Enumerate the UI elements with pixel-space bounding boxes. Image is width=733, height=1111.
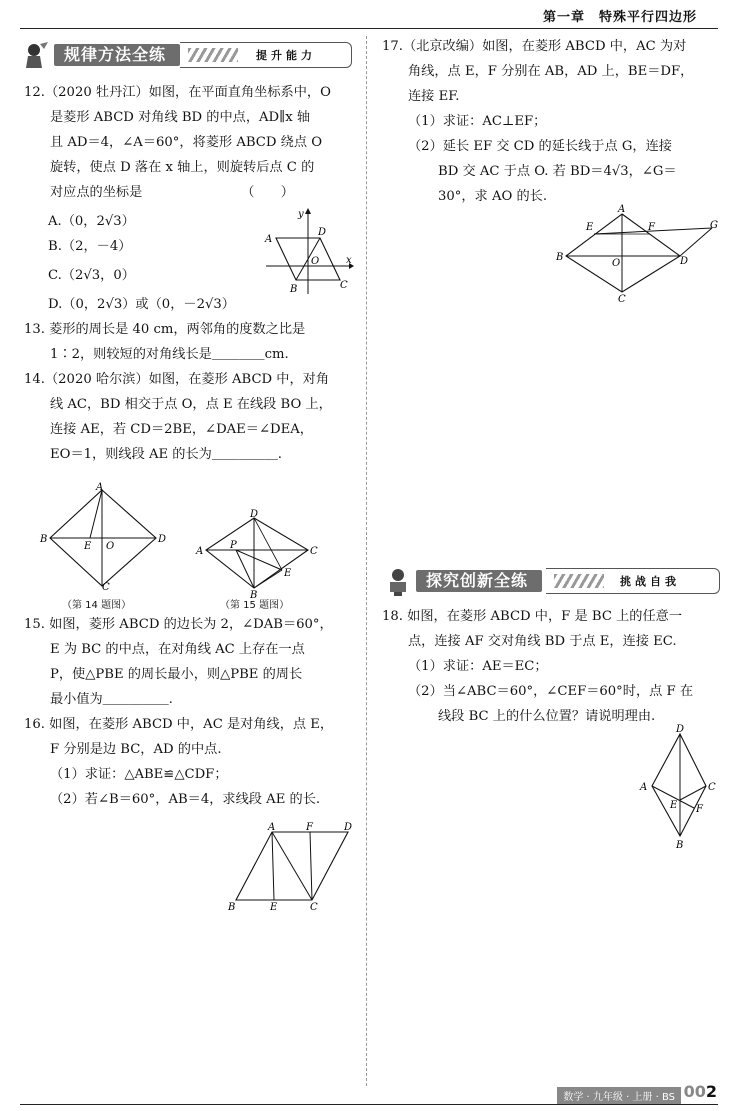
page-number-value: 2 xyxy=(705,1082,717,1101)
q18-line-2: 点，连接 AF 交对角线 BD 于点 E，连接 EC. xyxy=(408,634,677,649)
label-A: A xyxy=(268,822,276,833)
section-title: 探究创新全练 xyxy=(416,570,542,592)
label-G: G xyxy=(710,220,718,231)
label-D: D xyxy=(158,534,167,545)
section-banner-methods xyxy=(20,40,352,70)
label-E: E xyxy=(284,568,292,579)
label-P: P xyxy=(230,540,237,551)
label-C: C xyxy=(310,546,318,557)
section-title: 规律方法全练 xyxy=(54,44,180,66)
figure-q14 xyxy=(40,482,170,594)
label-A: A xyxy=(640,782,648,793)
section-subtitle: 提升能力 xyxy=(256,49,316,62)
section-banner-explore xyxy=(382,566,720,596)
q12-option-c: C.（2√3，0） xyxy=(48,268,135,283)
label-A: A xyxy=(196,546,204,557)
label-C: C xyxy=(708,782,716,793)
label-F: F xyxy=(648,222,655,233)
footer-rule xyxy=(20,1104,718,1105)
label-B: B xyxy=(676,840,684,851)
page-header xyxy=(0,0,733,30)
label-D: D xyxy=(318,227,327,238)
q18-line-1: 18. 如图，在菱形 ABCD 中，F 是 BC 上的任意一 xyxy=(382,609,683,624)
page-number-prefix: 00 xyxy=(683,1082,706,1101)
label-O: O xyxy=(311,256,320,267)
q17-line-5: （2）延长 EF 交 CD 的延长线于点 G，连接 xyxy=(408,139,672,154)
q17-line-2: 角线，点 E，F 分别在 AB，AD 上，BE＝DF， xyxy=(408,64,694,79)
q13-line-1: 13. 菱形的周长是 40 cm，两邻角的度数之比是 xyxy=(24,322,306,337)
label-B: B xyxy=(40,534,48,545)
banner-frame xyxy=(546,568,720,594)
page-number xyxy=(684,1082,717,1101)
q16-line-4: （2）若∠B＝60°，AB＝4，求线段 AE 的长. xyxy=(50,792,321,807)
q18-line-3: （1）求证：AE＝EC； xyxy=(408,659,548,674)
q15-line-4: 最小值为＿＿＿＿＿. xyxy=(50,692,173,707)
left-column-lower xyxy=(24,612,359,812)
label-y: y xyxy=(298,209,304,220)
q17-line-6: BD 交 AC 于点 O. 若 BD＝4√3，∠G＝ xyxy=(438,164,677,179)
q12-option-d: D.（0，2√3）或（0，－2√3） xyxy=(48,297,235,312)
label-A: A xyxy=(265,234,273,245)
mascot-icon xyxy=(20,40,54,70)
label-A: A xyxy=(618,204,626,215)
q17-line-1: 17.（北京改编）如图，在菱形 ABCD 中，AC 为对 xyxy=(382,39,687,54)
page-footer xyxy=(0,1082,733,1111)
header-rule xyxy=(20,28,718,29)
label-E: E xyxy=(670,800,678,811)
q15-line-3: P，使△PBE 的周长最小，则△PBE 的周长 xyxy=(50,667,303,682)
q12-line-5: 对应点的坐标是 （ ） xyxy=(50,185,294,200)
section-subtitle: 挑战自我 xyxy=(620,575,680,588)
label-E: E xyxy=(270,902,278,913)
label-O: O xyxy=(106,541,115,552)
q12-line-2: 是菱形 ABCD 对角线 BD 的中点，AD∥x 轴 xyxy=(50,110,311,125)
label-F: F xyxy=(696,804,703,815)
q13-line-2: 1∶2，则较短的对角线长是＿＿＿＿cm. xyxy=(50,347,289,362)
q16-line-2: F 分别是边 BC，AD 的中点. xyxy=(50,742,222,757)
book-label: 数学 · 九年级 · 上册 · BS xyxy=(557,1087,681,1104)
q17-line-4: （1）求证：AC⊥EF； xyxy=(408,114,547,129)
q18-line-5: 线段 BC 上的什么位置？请说明理由. xyxy=(438,709,656,724)
figure-q16 xyxy=(226,824,356,920)
q16-line-1: 16. 如图，在菱形 ABCD 中，AC 是对角线，点 E， xyxy=(24,717,334,732)
figure-q18 xyxy=(636,724,716,854)
label-x: x xyxy=(346,255,352,266)
q16-line-3: （1）求证：△ABE≌△CDF； xyxy=(50,767,228,782)
banner-frame xyxy=(180,42,352,68)
caption-fig14: （第 14 题图） xyxy=(62,600,132,611)
mascot-icon xyxy=(382,566,416,596)
figure-q12 xyxy=(262,208,354,302)
q14-line-2: 线 AC，BD 相交于点 O，点 E 在线段 BO 上， xyxy=(50,397,332,412)
label-E: E xyxy=(586,222,594,233)
q14-line-4: EO＝1，则线段 AE 的长为＿＿＿＿＿. xyxy=(50,447,282,462)
q14-line-3: 连接 AE，若 CD＝2BE，∠DAE＝∠DEA， xyxy=(50,422,313,437)
label-B: B xyxy=(250,590,258,601)
q17-line-3: 连接 EF. xyxy=(408,89,460,104)
label-C: C xyxy=(102,582,110,593)
label-A: A xyxy=(96,482,104,493)
caption-fig15: （第 15 题图） xyxy=(220,600,290,611)
right-column xyxy=(382,34,722,209)
label-D: D xyxy=(250,509,259,520)
label-B: B xyxy=(228,902,236,913)
q14-line-1: 14.（2020 哈尔滨）如图，在菱形 ABCD 中，对角 xyxy=(24,372,330,387)
q12-option-a: A.（0，2√3） xyxy=(48,214,135,229)
label-F: F xyxy=(306,822,313,833)
q15-line-1: 15. 如图，菱形 ABCD 的边长为 2，∠DAB＝60°， xyxy=(24,617,333,632)
figure-q15 xyxy=(196,509,322,601)
label-C: C xyxy=(310,902,318,913)
q12-line-1: 12.（2020 牡丹江）如图，在平面直角坐标系中，O xyxy=(24,85,331,100)
label-C: C xyxy=(618,294,626,305)
label-B: B xyxy=(290,284,298,295)
label-E: E xyxy=(84,541,92,552)
q17-line-7: 30°，求 AO 的长. xyxy=(438,189,548,204)
figure-q17 xyxy=(558,204,724,304)
right-column-lower xyxy=(382,604,722,729)
q12-option-b: B.（2，－4） xyxy=(48,239,132,254)
q15-line-2: E 为 BC 的中点，在对角线 AC 上存在一点 xyxy=(50,642,305,657)
label-O: O xyxy=(612,258,621,269)
label-D: D xyxy=(676,724,685,735)
label-B: B xyxy=(556,252,564,263)
label-C: C xyxy=(340,280,348,291)
label-D: D xyxy=(680,256,689,267)
q18-line-4: （2）当∠ABC＝60°，∠CEF＝60°时，点 F 在 xyxy=(408,684,694,699)
label-D: D xyxy=(344,822,353,833)
q12-line-3: 且 AD＝4，∠A＝60°，将菱形 ABCD 绕点 O xyxy=(50,135,323,150)
chapter-title: 第一章 特殊平行四边形 xyxy=(542,10,697,25)
column-divider xyxy=(366,36,367,1086)
q12-line-4: 旋转，使点 D 落在 x 轴上，则旋转后点 C 的 xyxy=(50,160,315,175)
